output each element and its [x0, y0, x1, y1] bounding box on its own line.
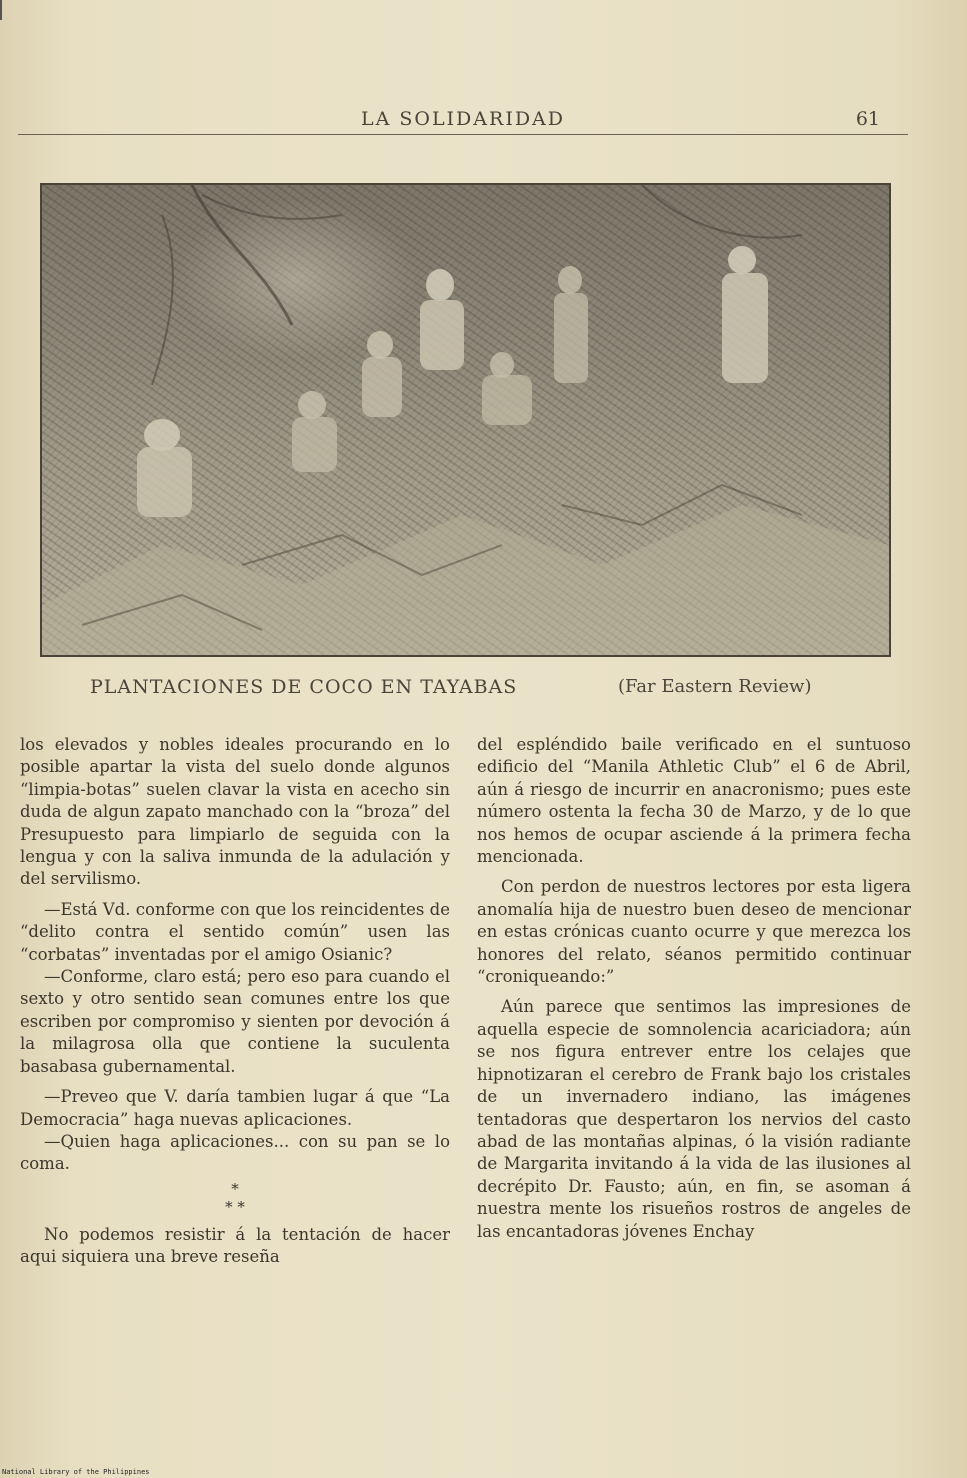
paragraph: del espléndido baile verificado en el suntuoso edificio del “Manila Athletic Club” el 6 de Abril, aún á riesgo de incurrir en anacronismo; pues este número ostenta la fecha 30 de Marzo, y de lo que nos hemos de ocupar asciende á la primera fecha mencionada. [477, 735, 911, 867]
paragraph: —Conforme, claro está; pero eso para cuando el sexto y otro sentido sean comunes entre los que escriben por compromiso y sienten por devoción á la milagrosa olla que contiene la suculenta basabasa gubernamental. [20, 967, 450, 1076]
page-number: 61 [855, 108, 880, 130]
paragraph: No podemos resistir á la tentación de hacer aqui siquiera una breve reseña [20, 1224, 450, 1267]
photo-illustration [42, 185, 889, 655]
publication-title: LA SOLIDARIDAD [360, 108, 566, 130]
plantation-photograph [40, 183, 891, 657]
section-divider [20, 1180, 450, 1216]
asterism-top: * [231, 1179, 239, 1198]
paragraph: —Está Vd. conforme con que los reincidentes de “delito contra el sentido común” usen las “corbatas” inventadas por el amigo Osianic? [20, 899, 450, 964]
library-credit: National Library of the Philippines [2, 1468, 150, 1476]
paragraph: Aún parece que sentimos las impresiones de aquella especie de somnolencia acariciadora; aún se nos figura entrever entre los celajes que hipnotizaran el cerebro de Frank bajo los cristales de un invernadero indiano, las imágenes tentadoras que despertaron los nervios del casto abad de las montañas alpinas, ó la visión radiante de Margarita invitando á la vida de las ilusiones al decrépito Dr. Fausto; aún, en fin, se asoman á nuestra mente los risueños rostros de angeles de las encantadoras jóvenes Enchay [477, 997, 911, 1241]
page-header [18, 104, 908, 135]
left-column [20, 734, 450, 1269]
right-column [477, 734, 911, 1243]
photo-caption: PLANTACIONES DE COCO EN TAYABAS [90, 676, 518, 698]
paragraph: Con perdon de nuestros lectores por esta ligera anomalía hija de nuestro buen deseo de mencionar en estas crónicas cuanto ocurre y que merezca los honores del relato, séanos permitido continuar “croniqueando:” [477, 877, 911, 987]
paragraph: —Quien haga aplicaciones... con su pan se lo coma. [20, 1131, 450, 1174]
asterism-bottom: * * [225, 1197, 245, 1216]
paragraph: —Preveo que V. daría tambien lugar á que “La Democracia” haga nuevas aplicaciones. [20, 1087, 450, 1129]
photo-source: (Far Eastern Review) [618, 676, 812, 697]
margin-mark [0, 0, 2, 20]
paragraph: los elevados y nobles ideales procurando en lo posible apartar la vista del suelo donde algunos “limpia-botas” suelen clavar la vista en acecho sin duda de algun zapato manchado con la “broza” del Presupuesto para limpiarlo de seguida con la lengua y con la saliva inmunda de la adulación y del servilismo. [20, 735, 450, 889]
